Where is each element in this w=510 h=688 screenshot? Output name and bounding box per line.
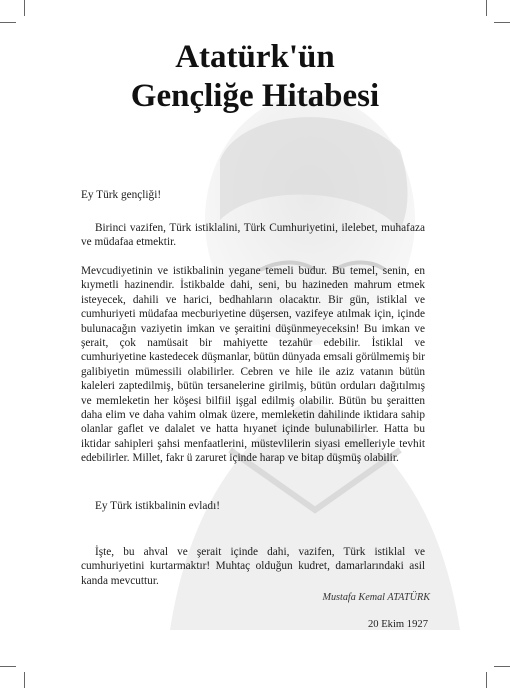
crop-mark: [486, 0, 487, 16]
title-line-1: Atatürk'ün: [175, 39, 335, 75]
crop-mark: [24, 0, 25, 16]
paragraph-3: İşte, bu ahval ve şerait içinde dahi, vazifen, Türk istiklal ve cumhuriyetini kurtarmaktır! Muhtaç olduğun kudret, damarlarındaki asil kanda mevcuttur.: [81, 546, 425, 587]
greeting-1: Ey Türk gençliği!: [81, 189, 162, 201]
signature: Mustafa Kemal ATATÜRK: [322, 592, 430, 603]
crop-mark: [494, 22, 510, 23]
date: 20 Ekim 1927: [367, 619, 428, 630]
crop-mark: [24, 672, 25, 688]
crop-mark: [0, 666, 16, 667]
title-line-2: Gençliğe Hitabesi: [130, 78, 380, 114]
paragraph-2: Mevcudiyetinin ve istikbalinin yegane temeli budur. Bu temel, senin, en kıymetli hazinendir. İstikbalde dahi, seni, bu hazineden mahrum etmek isteyecek, dahili ve harici, bedhahların olacaktır. Bir gün, istiklal ve cumhuriyeti müdafaa mecburiyetine düşersen, vazifeye atılmak için, içinde bulunacağın vaziyetin imkan ve şeraitini düşünmeyeceksin! Bu imkan ve şerait, çok namüsait bir mahiyette tezahür edebilir. İstiklal ve cumhuriyetine kastedecek düşmanlar, bütün dünyada emsali görülmemiş bir galibiyetin mümessili olabilirler. Cebren ve hile ile aziz vatanın bütün kaleleri zaptedilmiş, bütün tersanelerine girilmiş, bütün orduları dağıtılmış ve memleketin her köşesi bilfiil işgal edilmiş olabilir. Bütün bu şeraitten daha elim ve daha vahim olmak üzere, memleketin dahilinde iktidara sahip olanlar gaflet ve dalalet ve hatta hıyanet içinde bulunabilirler. Hatta bu iktidar sahipleri şahsi menfaatlerini, müstevlilerin siyasi emelleriyle tevhit edebilirler. Millet, fakr ü zaruret içinde harap ve bitap düşmüş olabilir.: [81, 265, 426, 465]
greeting-2: Ey Türk istikbalinin evladı!: [95, 500, 220, 512]
crop-mark: [486, 672, 487, 688]
crop-mark: [494, 666, 510, 667]
crop-mark: [0, 22, 16, 23]
paragraph-1: Birinci vazifen, Türk istiklalini, Türk Cumhuriyetini, ilelebet, muhafaza ve müdafaa etmektir.: [81, 222, 425, 249]
